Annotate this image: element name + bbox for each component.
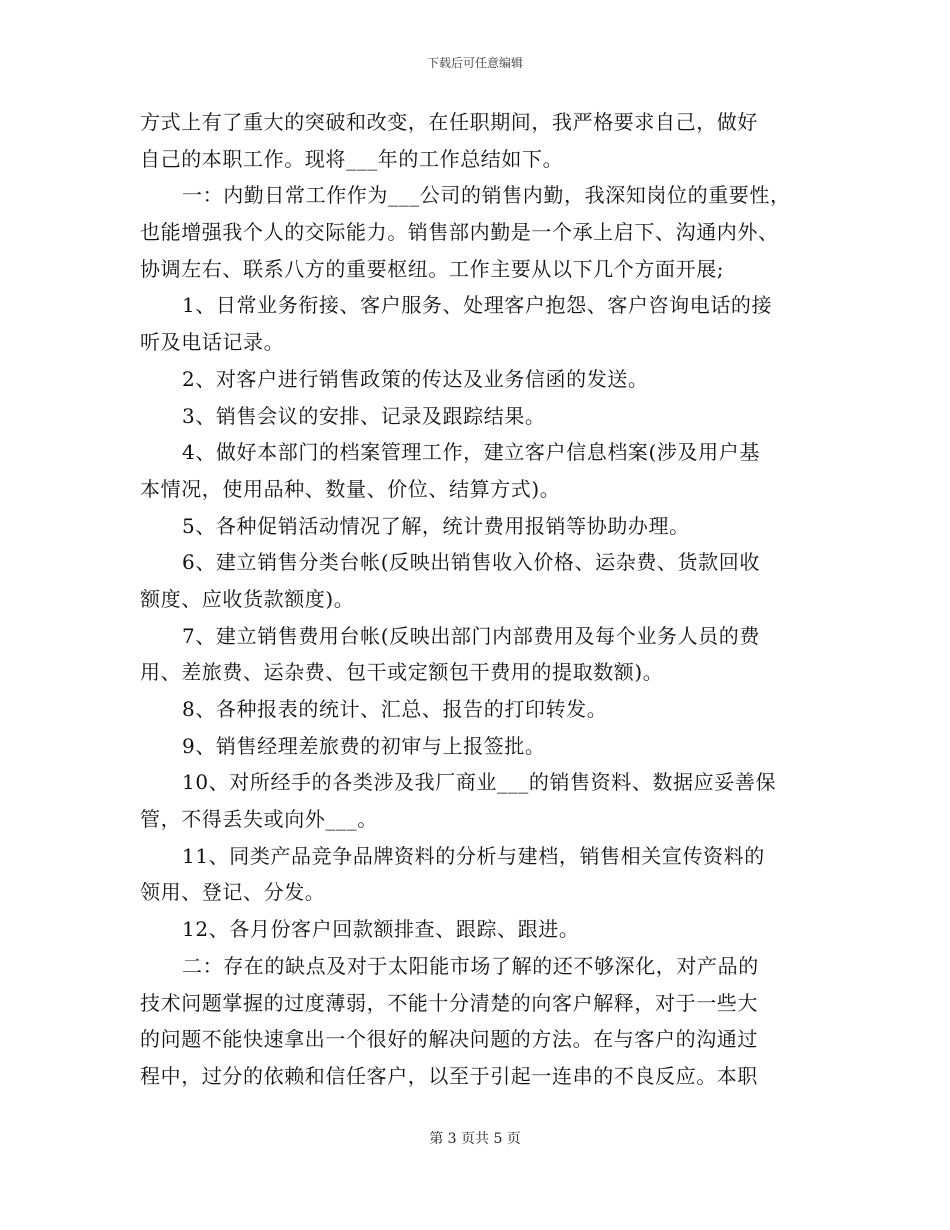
paragraph-line: 10、对所经手的各类涉及我厂商业___的销售资料、数据应妥善保	[182, 770, 777, 795]
paragraph-line: 也能增强我个人的交际能力。销售部内勤是一个承上启下、沟通内外、	[140, 220, 779, 245]
paragraph-line: 领用、登记、分发。	[140, 880, 326, 905]
paragraph-line: 二：存在的缺点及对于太阳能市场了解的还不够深化，对产品的	[182, 953, 759, 978]
paragraph-line: 听及电话记录。	[140, 330, 285, 355]
paragraph-line: 额度、应收货款额度)。	[140, 586, 355, 611]
paragraph-line: 用、差旅费、运杂费、包干或定额包干费用的提取数额)。	[140, 660, 664, 685]
page-header: 下载后可任意编辑	[426, 56, 523, 70]
paragraph-line: 12、各月份客户回款额排查、跟踪、跟进。	[182, 917, 580, 942]
paragraph-line: 11、同类产品竞争品牌资料的分析与建档，销售相关宣传资料的	[182, 843, 765, 868]
paragraph-line: 自己的本职工作。现将___年的工作总结如下。	[140, 146, 564, 171]
paragraph-line: 1、日常业务衔接、客户服务、处理客户抱怨、客户咨询电话的接	[182, 293, 773, 318]
paragraph-line: 5、各种促销活动情况了解，统计费用报销等协助办理。	[182, 513, 690, 538]
page-number: 第 3 页共 5 页	[429, 1131, 521, 1147]
paragraph-line: 本情况，使用品种、数量、价位、结算方式)。	[140, 476, 561, 501]
paragraph-line: 技术问题掌握的过度薄弱，不能十分清楚的向客户解释，对于一些大	[140, 990, 758, 1015]
paragraph-line: 9、销售经理差旅费的初审与上报签批。	[182, 733, 546, 758]
paragraph-line: 8、各种报表的统计、汇总、报告的打印转发。	[182, 697, 608, 721]
paragraph-line: 协调左右、联系八方的重要枢纽。工作主要从以下几个方面开展;	[140, 256, 725, 281]
paragraph-line: 7、建立销售费用台帐(反映出部门内部费用及每个业务人员的费	[182, 623, 760, 648]
paragraph-line: 方式上有了重大的突破和改变，在任职期间，我严格要求自己，做好	[140, 110, 758, 134]
paragraph-line: 6、建立销售分类台帐(反映出销售收入价格、运杂费、货款回收	[182, 550, 760, 575]
paragraph-line: 的问题不能快速拿出一个很好的解决问题的方法。在与客户的沟通过	[140, 1027, 758, 1052]
paragraph-line: 一：内勤日常工作作为___公司的销售内勤，我深知岗位的重要性，	[182, 183, 791, 208]
paragraph-line: 程中，过分的依赖和信任客户，以至于引起一连串的不良反应。本职	[140, 1063, 758, 1088]
paragraph-line: 管，不得丢失或向外___。	[140, 807, 378, 832]
document-body	[140, 104, 820, 1095]
paragraph-line: 4、做好本部门的档案管理工作，建立客户信息档案(涉及用户基	[182, 440, 760, 465]
paragraph-line: 2、对客户进行销售政策的传达及业务信函的发送。	[182, 366, 649, 391]
paragraph-line: 3、销售会议的安排、记录及跟踪结果。	[182, 403, 546, 428]
